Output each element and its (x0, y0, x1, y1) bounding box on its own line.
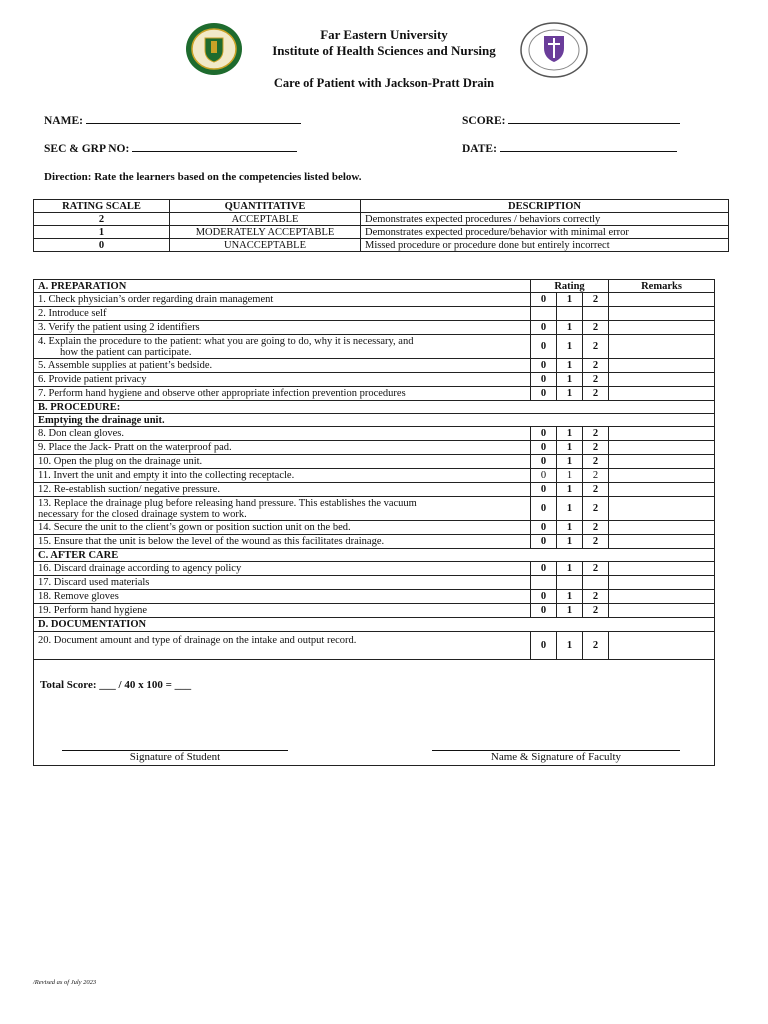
remarks-cell[interactable] (609, 562, 715, 576)
score-label: SCORE: (462, 115, 506, 127)
remarks-cell[interactable] (609, 441, 715, 455)
rating-cell-empty[interactable] (531, 576, 557, 590)
student-signature-label: Signature of Student (129, 751, 221, 763)
table-row (34, 387, 715, 401)
item-17: 17. Discard used materials (34, 576, 531, 590)
procedure-header-row (34, 401, 715, 414)
item-4-line2: how the patient can participate. (60, 346, 192, 358)
rating-2[interactable]: 2 (583, 293, 609, 307)
item-16: 16. Discard drainage according to agency policy (34, 562, 531, 576)
scale-desc: Missed procedure or procedure done but entirely incorrect (361, 239, 729, 252)
scale-desc: Demonstrates expected procedure/behavior with minimal error (361, 226, 729, 239)
documentation-header-row (34, 618, 715, 632)
rating-cell-empty[interactable] (531, 307, 557, 321)
rating-1[interactable]: 1 (557, 293, 583, 307)
rating-2[interactable]: 2 (583, 535, 609, 549)
remarks-cell[interactable] (609, 359, 715, 373)
rating-2[interactable]: 2 (583, 497, 609, 521)
rating-2[interactable]: 2 (583, 483, 609, 497)
table-row (34, 427, 715, 441)
rating-1[interactable]: 1 (557, 562, 583, 576)
remarks-cell[interactable] (609, 455, 715, 469)
date-line[interactable] (500, 141, 677, 152)
table-row (34, 562, 715, 576)
scale-header-row (34, 200, 729, 213)
rating-2[interactable]: 2 (583, 562, 609, 576)
rating-0[interactable]: 0 (531, 535, 557, 549)
rating-1[interactable]: 1 (557, 455, 583, 469)
rating-2[interactable]: 2 (583, 321, 609, 335)
rating-cell-empty[interactable] (583, 307, 609, 321)
subsection-emptying: Emptying the drainage unit. (34, 414, 715, 427)
sec-grp-line[interactable] (132, 141, 297, 152)
sec-grp-label: SEC & GRP NO: (44, 143, 130, 155)
rating-1[interactable]: 1 (557, 387, 583, 401)
rating-0[interactable]: 0 (531, 427, 557, 441)
item-13-line1: 13. Replace the drainage plug before releasing hand pressure. This establishes the vacuum (38, 497, 417, 509)
scale-row (34, 226, 729, 239)
rating-1[interactable]: 1 (557, 590, 583, 604)
section-documentation: D. DOCUMENTATION (34, 618, 715, 632)
item-3: 3. Verify the patient using 2 identifiers (34, 321, 531, 335)
rating-1[interactable]: 1 (557, 427, 583, 441)
table-row (34, 321, 715, 335)
rating-1[interactable]: 1 (557, 373, 583, 387)
item-6: 6. Provide patient privacy (34, 373, 531, 387)
total-score: Total Score: ___ / 40 x 100 = ___ (40, 679, 192, 691)
remarks-cell[interactable] (609, 604, 715, 618)
table-row (34, 590, 715, 604)
rating-2[interactable]: 2 (583, 632, 609, 660)
rating-0[interactable]: 0 (531, 321, 557, 335)
scale-quant: ACCEPTABLE (170, 213, 361, 226)
rating-0[interactable]: 0 (531, 483, 557, 497)
emptying-header-row (34, 414, 715, 427)
date-label: DATE: (462, 143, 497, 155)
rating-1[interactable]: 1 (557, 441, 583, 455)
rating-0[interactable]: 0 (531, 359, 557, 373)
item-7: 7. Perform hand hygiene and observe other appropriate infection prevention procedures (34, 387, 531, 401)
rating-cell-empty[interactable] (557, 307, 583, 321)
item-15: 15. Ensure that the unit is below the level of the wound as this facilitates drainage. (34, 535, 531, 549)
scale-header-quant: QUANTITATIVE (170, 200, 361, 213)
remarks-cell[interactable] (609, 387, 715, 401)
item-20: 20. Document amount and type of drainage on the intake and output record. (34, 632, 531, 660)
item-4-line1: 4. Explain the procedure to the patient: what you are going to do, why it is necessary, and (38, 335, 414, 347)
aftercare-header-row (34, 549, 715, 562)
remarks-cell[interactable] (609, 335, 715, 359)
item-13 (34, 497, 531, 521)
rating-0[interactable]: 0 (531, 455, 557, 469)
checklist-table (33, 279, 715, 766)
rating-2[interactable]: 2 (583, 427, 609, 441)
rating-0[interactable]: 0 (531, 562, 557, 576)
rating-0[interactable]: 0 (531, 604, 557, 618)
sec-grp-field (44, 141, 297, 155)
scale-row (34, 213, 729, 226)
item-11: 11. Invert the unit and empty it into the collecting receptacle. (34, 469, 531, 483)
rating-cell-empty[interactable] (557, 576, 583, 590)
rating-0[interactable]: 0 (531, 335, 557, 359)
rating-2[interactable]: 2 (583, 373, 609, 387)
rating-0[interactable]: 0 (531, 293, 557, 307)
item-8: 8. Don clean gloves. (34, 427, 531, 441)
rating-2[interactable]: 2 (583, 441, 609, 455)
table-row (34, 483, 715, 497)
preparation-header-row (34, 280, 715, 293)
rating-header: Rating (531, 280, 609, 293)
rating-1[interactable]: 1 (557, 335, 583, 359)
rating-2[interactable]: 2 (583, 604, 609, 618)
table-row (34, 576, 715, 590)
name-field (44, 113, 301, 127)
item-2: 2. Introduce self (34, 307, 531, 321)
item-4 (34, 335, 531, 359)
item-18: 18. Remove gloves (34, 590, 531, 604)
table-row (34, 307, 715, 321)
rating-0[interactable]: 0 (531, 469, 557, 483)
rating-0[interactable]: 0 (531, 632, 557, 660)
rating-0[interactable]: 0 (531, 373, 557, 387)
item-12: 12. Re-establish suction/ negative pressure. (34, 483, 531, 497)
table-row (34, 373, 715, 387)
scale-row (34, 239, 729, 252)
scale-rating: 0 (34, 239, 170, 252)
scale-rating: 1 (34, 226, 170, 239)
table-row (34, 441, 715, 455)
name-line[interactable] (86, 113, 301, 124)
rating-1[interactable]: 1 (557, 321, 583, 335)
rating-2[interactable]: 2 (583, 335, 609, 359)
rating-2[interactable]: 2 (583, 455, 609, 469)
date-field (462, 141, 677, 155)
rating-0[interactable]: 0 (531, 590, 557, 604)
table-row (34, 455, 715, 469)
institute-name: Institute of Health Sciences and Nursing (272, 43, 496, 58)
rating-1[interactable]: 1 (557, 483, 583, 497)
rating-cell-empty[interactable] (583, 576, 609, 590)
item-10: 10. Open the plug on the drainage unit. (34, 455, 531, 469)
item-1: 1. Check physician’s order regarding drain management (34, 293, 531, 307)
direction-text: Direction: Rate the learners based on the competencies listed below. (44, 171, 362, 183)
remarks-cell[interactable] (609, 590, 715, 604)
remarks-cell[interactable] (609, 632, 715, 660)
scale-rating: 2 (34, 213, 170, 226)
table-row (34, 497, 715, 521)
remarks-cell[interactable] (609, 497, 715, 521)
remarks-cell[interactable] (609, 535, 715, 549)
rating-2[interactable]: 2 (583, 387, 609, 401)
item-19: 19. Perform hand hygiene (34, 604, 531, 618)
remarks-cell[interactable] (609, 307, 715, 321)
section-aftercare: C. AFTER CARE (34, 549, 715, 562)
remarks-header: Remarks (609, 280, 715, 293)
remarks-cell[interactable] (609, 483, 715, 497)
table-row (34, 335, 715, 359)
rating-2[interactable]: 2 (583, 469, 609, 483)
table-row (34, 293, 715, 307)
rating-1[interactable]: 1 (557, 497, 583, 521)
remarks-cell[interactable] (609, 427, 715, 441)
table-row (34, 535, 715, 549)
revision-footer: /Revised as of July 2023 (33, 979, 97, 986)
item-14: 14. Secure the unit to the client’s gown or position suction unit on the bed. (34, 521, 531, 535)
table-row (34, 359, 715, 373)
rating-scale-table (33, 199, 729, 252)
score-line[interactable] (508, 113, 680, 124)
name-label: NAME: (44, 115, 83, 127)
section-preparation: A. PREPARATION (34, 280, 531, 293)
rating-0[interactable]: 0 (531, 387, 557, 401)
table-row (34, 469, 715, 483)
remarks-cell[interactable] (609, 576, 715, 590)
rating-2[interactable]: 2 (583, 590, 609, 604)
document-title: Care of Patient with Jackson-Pratt Drain (273, 76, 495, 90)
rating-1[interactable]: 1 (557, 359, 583, 373)
score-field (462, 113, 680, 127)
remarks-cell[interactable] (609, 373, 715, 387)
scale-header-desc: DESCRIPTION (361, 200, 729, 213)
rating-2[interactable]: 2 (583, 359, 609, 373)
rating-1[interactable]: 1 (557, 521, 583, 535)
rating-0[interactable]: 0 (531, 497, 557, 521)
scale-desc: Demonstrates expected procedures / behaviors correctly (361, 213, 729, 226)
scale-header-rating: RATING SCALE (34, 200, 170, 213)
rating-2[interactable]: 2 (583, 521, 609, 535)
rating-0[interactable]: 0 (531, 441, 557, 455)
total-signature-row (34, 660, 715, 766)
rating-0[interactable]: 0 (531, 521, 557, 535)
remarks-cell[interactable] (609, 321, 715, 335)
rating-1[interactable]: 1 (557, 469, 583, 483)
section-procedure: B. PROCEDURE: (34, 401, 715, 414)
total-signature-cell (34, 660, 715, 766)
remarks-cell[interactable] (609, 521, 715, 535)
item-9: 9. Place the Jack- Pratt on the waterproof pad. (34, 441, 531, 455)
rating-1[interactable]: 1 (557, 535, 583, 549)
university-name: Far Eastern University (320, 27, 448, 42)
table-row (34, 521, 715, 535)
table-row (34, 632, 715, 660)
rating-1[interactable]: 1 (557, 632, 583, 660)
scale-quant: MODERATELY ACCEPTABLE (170, 226, 361, 239)
faculty-signature-label: Name & Signature of Faculty (490, 751, 622, 763)
scale-quant: UNACCEPTABLE (170, 239, 361, 252)
item-5: 5. Assemble supplies at patient’s bedside. (34, 359, 531, 373)
table-row (34, 604, 715, 618)
item-13-line2: necessary for the closed drainage system to work. (38, 508, 247, 520)
rating-1[interactable]: 1 (557, 604, 583, 618)
remarks-cell[interactable] (609, 293, 715, 307)
remarks-cell[interactable] (609, 469, 715, 483)
